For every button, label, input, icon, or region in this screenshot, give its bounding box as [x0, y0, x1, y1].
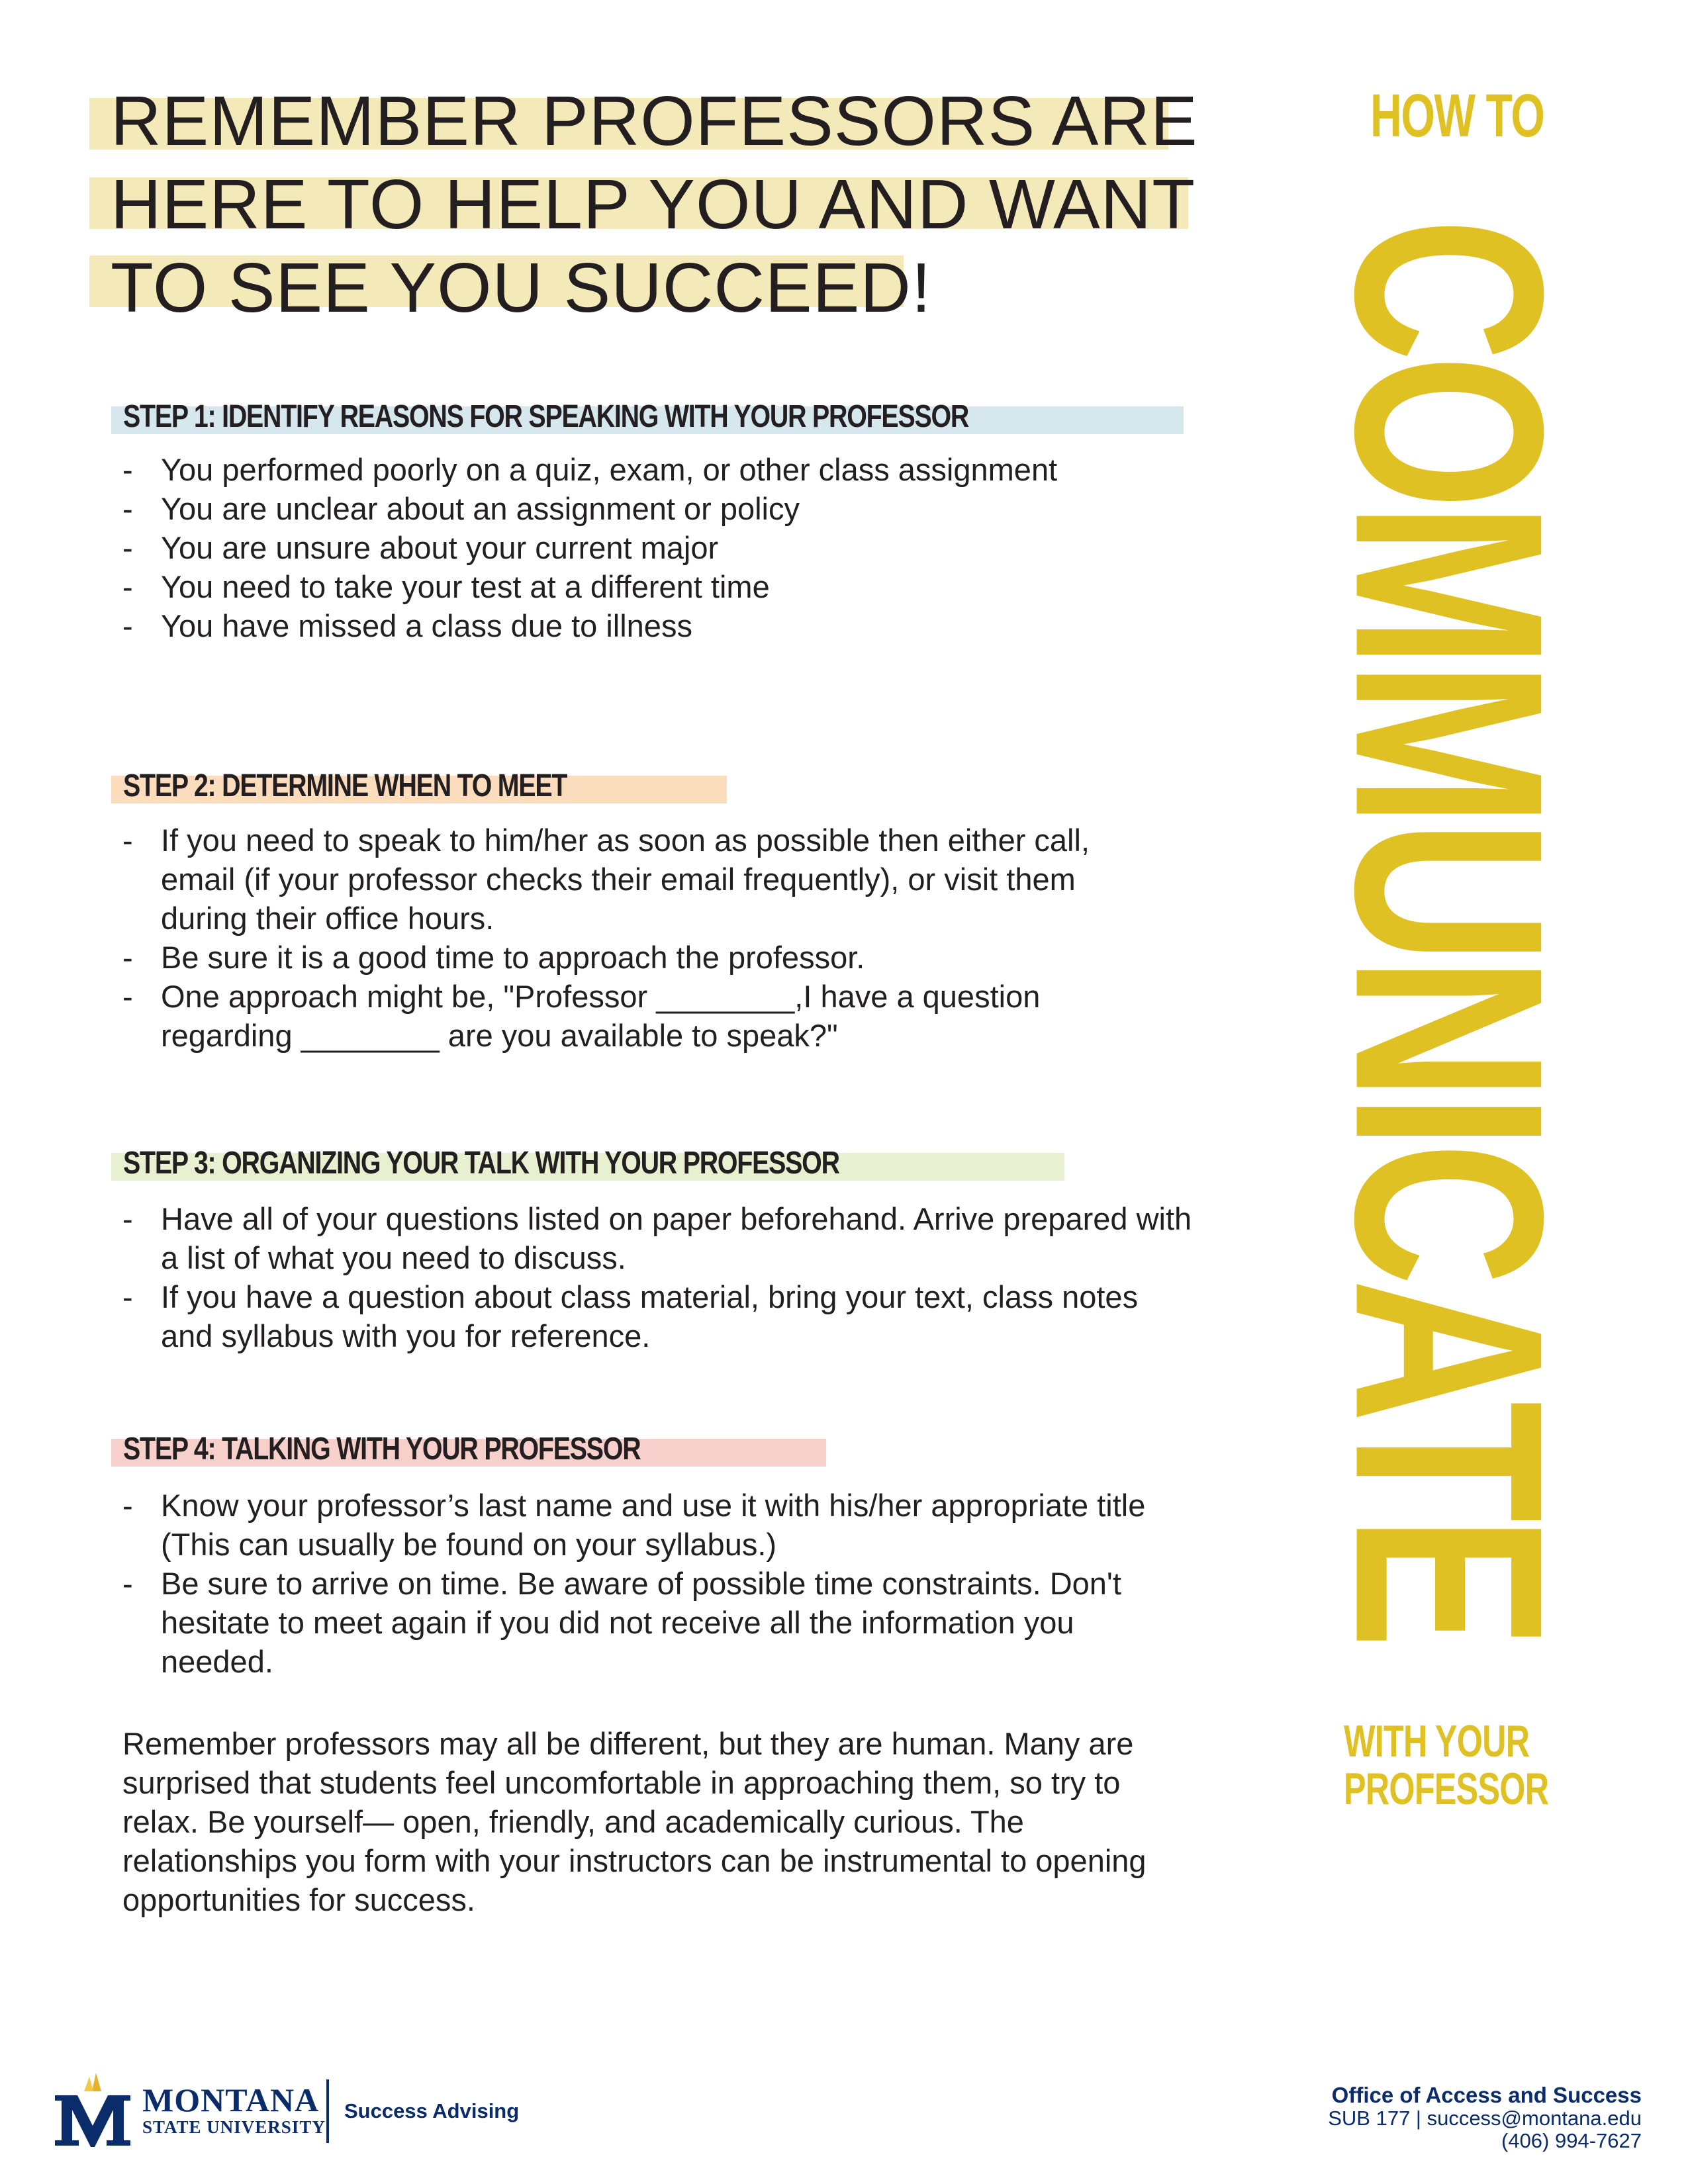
step-heading-text: STEP 4: TALKING WITH YOUR PROFESSOR: [123, 1432, 641, 1467]
title-professor: PROFESSOR: [1344, 1764, 1549, 1814]
step-3-list: [122, 1199, 1195, 1355]
step-4-heading: [111, 1430, 826, 1469]
title-communicate: COMMUNICATE: [1299, 218, 1600, 1642]
step-heading-text: STEP 2: DETERMINE WHEN TO MEET: [123, 768, 567, 803]
list-item: - You need to take your test at a different time: [122, 569, 770, 604]
list-item: - You are unsure about your current major: [122, 530, 719, 565]
step-1-heading: [111, 397, 1184, 437]
step-4-list: [122, 1486, 1155, 1681]
headline-text: REMEMBER PROFESSORS ARE: [111, 82, 1198, 160]
office-phone: (406) 994-7627: [1501, 2129, 1642, 2152]
list-item: - Be sure it is a good time to approach the professor.: [122, 940, 865, 975]
logo-divider: [326, 2079, 329, 2143]
list-item: - Have all of your questions listed on paper beforehand. Arrive prepared with a list of what you need to discuss.: [122, 1201, 1192, 1275]
headline-text: TO SEE YOU SUCCEED!: [111, 249, 932, 327]
step-3-heading: [111, 1144, 1064, 1183]
department-name: Success Advising: [344, 2099, 520, 2122]
list-item: - You performed poorly on a quiz, exam, or other class assignment: [122, 452, 1058, 487]
title-how-to: HOW TO: [1370, 82, 1544, 150]
footer-contact: [1328, 2083, 1642, 2152]
step-2-heading: [111, 766, 727, 806]
headline-text: HERE TO HELP YOU AND WANT: [111, 165, 1196, 244]
title-main-wrapper: [1299, 179, 1600, 1681]
headline-line-3: [89, 246, 1215, 330]
list-item: - One approach might be, "Professor ________,I have a question regarding ________ are you available to speak?": [122, 979, 1041, 1053]
msu-wordmark: [142, 2083, 326, 2138]
msu-logo: [50, 2071, 539, 2151]
step-1-list: [122, 450, 1195, 645]
office-name: Office of Access and Success: [1331, 2083, 1642, 2107]
step-2-list: [122, 821, 1155, 1055]
headline: [89, 79, 1215, 330]
closing-paragraph: Remember professors may all be different, but they are human. Many are surprised that students feel uncomfortable in approaching them, so try to relax. Be yourself— open, friendly, and academically curious. The relationships you form with your instructors can be instrumental to opening opportunities for success.: [122, 1726, 1147, 1917]
office-address: SUB 177 | success@montana.edu: [1328, 2107, 1642, 2130]
msu-name-line2: STATE UNIVERSITY: [142, 2117, 326, 2137]
list-item: - You have missed a class due to illness: [122, 608, 692, 643]
title-with-your: WITH YOUR: [1344, 1716, 1530, 1766]
list-item: - If you need to speak to him/her as soon as possible then either call, email (if your professor checks their email frequently), or visit them during their office hours.: [122, 823, 1090, 936]
title-subtitle: [1344, 1717, 1548, 1813]
list-item: - Know your professor’s last name and use it with his/her appropriate title (This can usually be found on your syllabus.): [122, 1488, 1146, 1562]
list-item: - If you have a question about class material, bring your text, class notes and syllabus with you for reference.: [122, 1279, 1139, 1353]
msu-name-line1: MONTANA: [142, 2081, 320, 2118]
step-heading-text: STEP 3: ORGANIZING YOUR TALK WITH YOUR PROFESSOR: [123, 1146, 839, 1181]
list-item: - Be sure to arrive on time. Be aware of possible time constraints. Don't hesitate to meet again if you did not receive all the information you needed.: [122, 1566, 1121, 1679]
step-heading-text: STEP 1: IDENTIFY REASONS FOR SPEAKING WITH YOUR PROFESSOR: [123, 399, 969, 434]
headline-line-1: [89, 79, 1215, 163]
headline-line-2: [89, 163, 1215, 246]
msu-m-icon: [50, 2071, 136, 2151]
list-item: - You are unclear about an assignment or policy: [122, 491, 800, 526]
